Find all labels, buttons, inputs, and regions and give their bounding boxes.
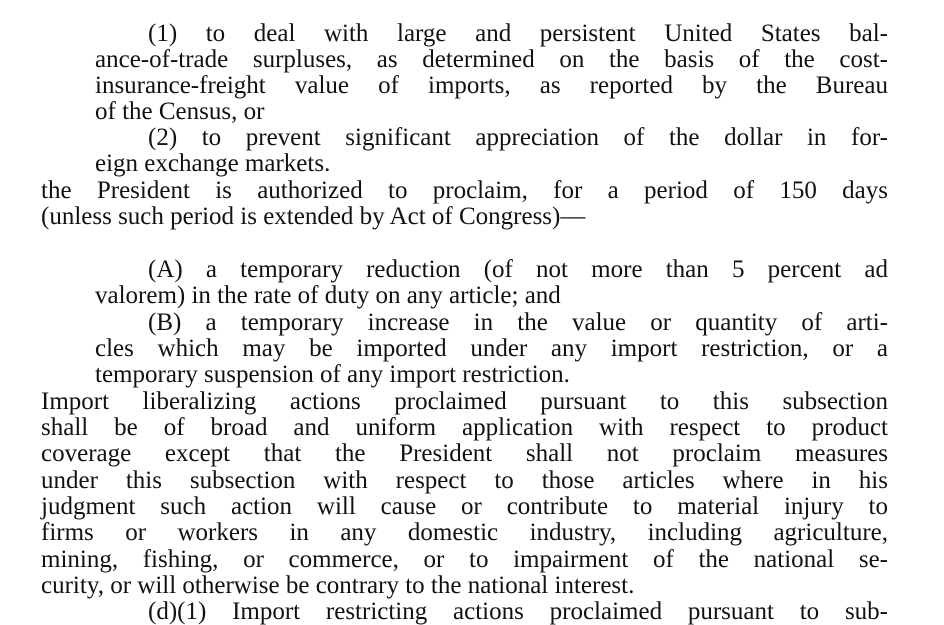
text-line: curity, or will otherwise be contrary to the national interest. <box>41 572 635 599</box>
text-line: (d)(1) Import restricting actions proclaimed pursuant to sub- <box>148 598 888 625</box>
text-line: shall be of broad and uniform application with respect to product <box>41 414 888 441</box>
text-line: cles which may be imported under any import restriction, or a <box>95 335 888 362</box>
text-line: (B) a temporary increase in the value or quantity of arti- <box>148 309 888 336</box>
text-line: temporary suspension of any import restriction. <box>95 361 570 388</box>
text-line: the President is authorized to proclaim, for a period of 150 days <box>41 177 888 204</box>
text-line: firms or workers in any domestic industry, including agriculture, <box>41 519 888 546</box>
text-line: (A) a temporary reduction (of not more than 5 percent ad <box>148 256 888 283</box>
text-line: coverage except that the President shall not proclaim measures <box>41 440 888 467</box>
text-line: mining, fishing, or commerce, or to impairment of the national se- <box>41 546 888 573</box>
text-line: valorem) in the rate of duty on any article; and <box>95 282 561 309</box>
text-line: judgment such action will cause or contribute to material injury to <box>41 493 888 520</box>
text-line: under this subsection with respect to those articles where in his <box>41 467 888 494</box>
text-line: of the Census, or <box>95 98 265 125</box>
text-line: (unless such period is extended by Act of Congress)— <box>41 203 586 230</box>
text-line: eign exchange markets. <box>95 150 331 177</box>
text-line: insurance-freight value of imports, as reported by the Bureau <box>95 72 888 99</box>
text-line: ance-of-trade surpluses, as determined on the basis of the cost- <box>95 46 888 73</box>
text-line: Import liberalizing actions proclaimed pursuant to this subsection <box>41 388 888 415</box>
text-line: (1) to deal with large and persistent United States bal- <box>148 20 888 47</box>
text-line: (2) to prevent significant appreciation of the dollar in for- <box>148 124 888 151</box>
